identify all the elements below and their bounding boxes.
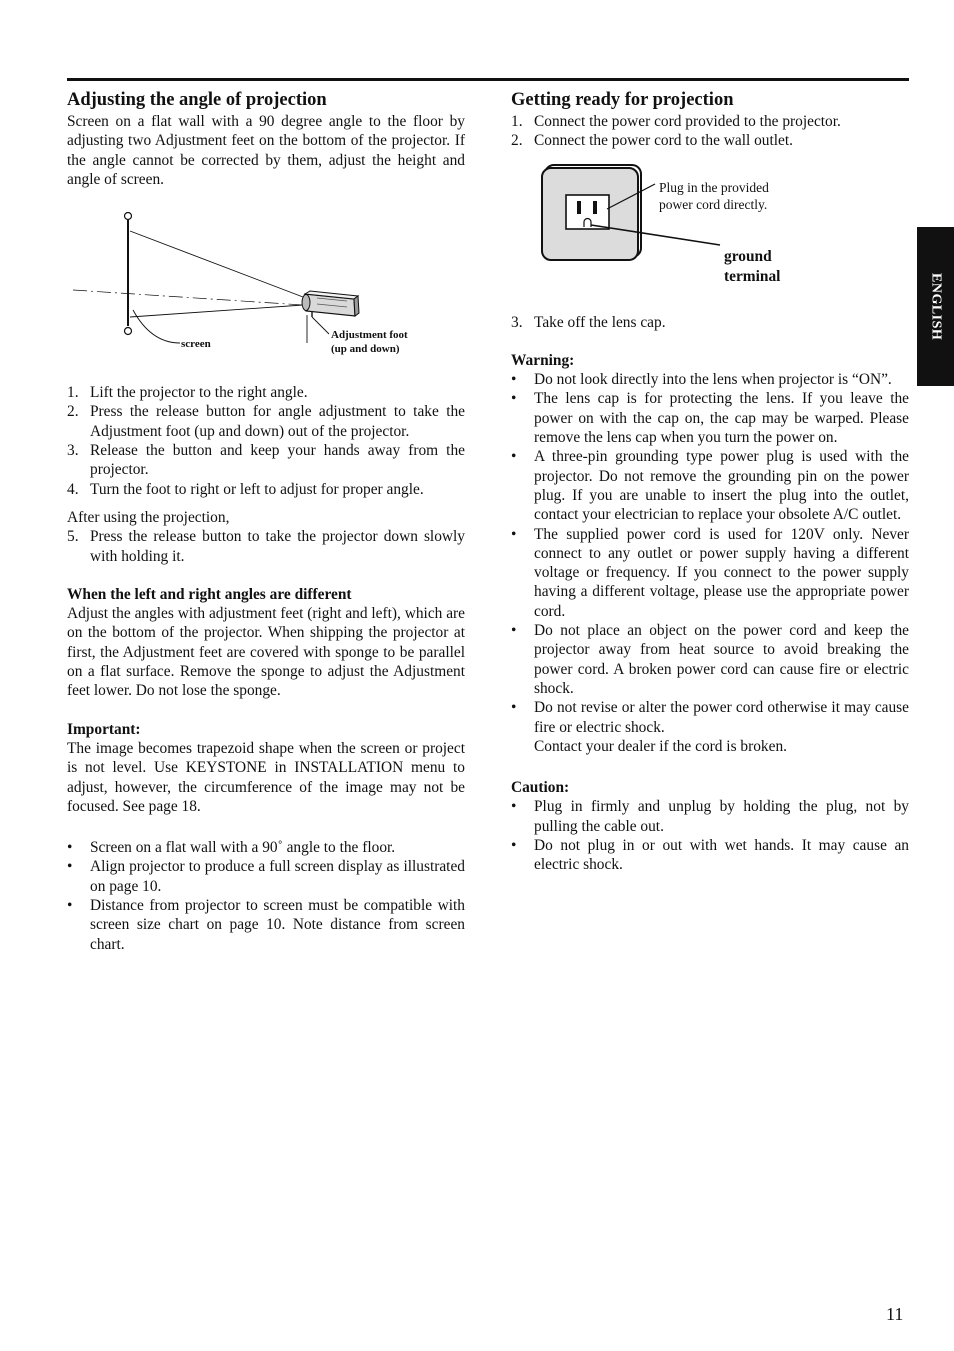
- bullet-mark: •: [67, 897, 73, 915]
- intro-paragraph: Screen on a flat wall with a 90 degree angle to the floor by adjusting two Adjustment feet on the bottom of the projector. If the angle cannot be corrected by them, adjust the height and angle of screen.: [67, 113, 465, 188]
- bullet-mark: •: [511, 390, 517, 408]
- language-tab-label: ENGLISH: [928, 272, 944, 341]
- bullet-text: Plug in firmly and unplug by holding the plug, not by pulling the cable out.: [534, 798, 909, 835]
- plug-note-line1: Plug in the provided: [659, 179, 769, 195]
- step-number: 2.: [511, 132, 523, 150]
- angles-paragraph: Adjust the angles with adjustment feet (right and left), which are on the bottom of the projector. When shipping the projector at first, the Adjustment feet are covered with sponge to be parallel on a flat surface. Remove the sponge to adjust the Adjustment feet lower. Do not lose the sponge.: [67, 605, 465, 700]
- language-tab: [917, 227, 954, 386]
- important-paragraph: The image becomes trapezoid shape when the screen or project is not level. Use KEYSTONE in INSTALLATION menu to adjust, however, the circumference of the image may not be focused. See page 18.: [67, 739, 465, 815]
- step-number: 3.: [511, 313, 523, 331]
- list-item: [67, 441, 465, 480]
- step-text: Press the release button for angle adjustment to take the Adjustment foot (up and down) out of the projector.: [90, 403, 465, 440]
- bullet-text: Screen on a flat wall with a 90˚ angle to the floor.: [90, 839, 396, 857]
- step-number: 5.: [67, 528, 79, 546]
- after-use-label: After using the projection,: [67, 508, 230, 526]
- caution-list: [511, 797, 909, 874]
- list-item: [511, 389, 909, 447]
- ready-steps-list: [511, 112, 909, 151]
- outlet-socket: [566, 195, 609, 229]
- bullet-text: The lens cap is for protecting the lens. If you leave the power on with the cap on, the cap may be warped. Please remove the lens cap when you turn the power on.: [534, 390, 909, 447]
- foot-label-line2: (up and down): [331, 343, 400, 356]
- list-item: [67, 383, 465, 402]
- step-text: Press the release button to take the projector down slowly with holding it.: [90, 528, 465, 565]
- projection-ray-bottom: [130, 305, 303, 317]
- bullet-text: The supplied power cord is used for 120V only. Never connect to any outlet or power supply having a different voltage or frequency. If you connect to the power supply having a different voltage, please use the appropriate power cord.: [534, 525, 909, 620]
- bullet-text: A three-pin grounding type power plug is used with the projector. Do not remove the grounding pin on the power plug. If you are unable to insert the plug into the outlet, contact your electrician to replace your obsolete A/C outlet.: [534, 448, 909, 524]
- list-item: [67, 896, 465, 954]
- screen-bottom-mark: [125, 328, 132, 335]
- bullet-mark: •: [67, 858, 73, 876]
- list-item: [511, 112, 909, 131]
- step-number: 2.: [67, 403, 79, 421]
- warning-contact-note: Contact your dealer if the cord is broken.: [534, 737, 788, 755]
- list-item: [511, 836, 909, 875]
- warning-list: [511, 370, 909, 756]
- projection-angle-diagram: [67, 193, 465, 383]
- bullet-mark: •: [511, 798, 517, 816]
- foot-label-line1: Adjustment foot: [331, 329, 408, 342]
- step-number: 1.: [67, 384, 79, 402]
- list-item: [511, 370, 909, 389]
- list-item: [67, 857, 465, 896]
- list-item: [511, 131, 909, 150]
- bullet-text: Do not look directly into the lens when projector is “ON”.: [534, 371, 892, 389]
- list-item: [67, 402, 465, 441]
- ground-label-line1: ground: [724, 247, 772, 265]
- bullet-mark: •: [511, 837, 517, 855]
- adjust-steps-list: [67, 383, 465, 499]
- lens-cap-step: [511, 313, 909, 332]
- list-item: [511, 797, 909, 836]
- bullet-mark: •: [67, 839, 73, 857]
- step-number: 1.: [511, 113, 523, 130]
- outlet-slot-right: [593, 201, 597, 214]
- plug-note: [659, 179, 769, 214]
- step-text: Lift the projector to the right angle.: [90, 384, 308, 402]
- bullet-mark: •: [511, 622, 517, 640]
- foot-leader-diagonal: [312, 317, 329, 334]
- list-item: [67, 838, 465, 857]
- bullet-text: Distance from projector to screen must be compatible with screen size chart on page 10. Note distance from screen chart.: [90, 897, 465, 953]
- caution-subheading: Caution:: [511, 779, 570, 797]
- projection-ray-top: [130, 231, 303, 297]
- step-number: 3.: [67, 442, 79, 460]
- list-item: [67, 527, 465, 566]
- ground-label-line2: terminal: [724, 267, 781, 285]
- list-item: [511, 447, 909, 524]
- screen-top-mark: [125, 213, 132, 220]
- bullet-mark: •: [511, 371, 517, 389]
- right-column: [511, 88, 909, 875]
- placement-bullets: [67, 838, 465, 954]
- step-text: Connect the power cord to the wall outlet.: [534, 132, 794, 150]
- outlet-slot-left: [577, 201, 581, 214]
- screen-label: screen: [181, 338, 211, 351]
- angles-subheading: When the left and right angles are different: [67, 585, 352, 603]
- bullet-mark: •: [511, 448, 517, 466]
- section-heading-angle: Adjusting the angle of projection: [67, 90, 327, 110]
- list-item: [67, 480, 465, 499]
- step-text: Release the button and keep your hands away from the projector.: [90, 442, 465, 479]
- bullet-mark: •: [511, 525, 517, 543]
- down-steps-list: [67, 527, 465, 566]
- list-item: [511, 525, 909, 621]
- step-number: 4.: [67, 480, 79, 498]
- step-text: Connect the power cord provided to the projector.: [534, 113, 841, 130]
- bullet-mark: •: [511, 699, 517, 717]
- list-item: [511, 698, 909, 756]
- page-number: 11: [886, 1304, 904, 1324]
- bullet-text: Do not place an object on the power cord and keep the projector away from heat source to avoid breaking the power cord. A broken power cord can cause fire or electric shock.: [534, 622, 909, 697]
- section-heading-ready: Getting ready for projection: [511, 90, 734, 110]
- bullet-text: Align projector to produce a full screen display as illustrated on page 10.: [90, 858, 465, 895]
- bullet-text: Do not plug in or out with wet hands. It may cause an electric shock.: [534, 837, 909, 874]
- important-subheading: Important:: [67, 720, 141, 738]
- step-text: Take off the lens cap.: [534, 313, 666, 331]
- outlet-figure: [511, 163, 909, 313]
- step-text: Turn the foot to right or left to adjust for proper angle.: [90, 480, 424, 498]
- plug-note-line2: power cord directly.: [659, 197, 768, 213]
- list-item: [511, 621, 909, 698]
- list-item: [511, 313, 909, 332]
- ground-terminal-label: [724, 247, 780, 287]
- projector-illustration: [302, 291, 359, 317]
- horizontal-axis-line: [73, 290, 303, 305]
- top-rule: [67, 78, 909, 81]
- projection-angle-figure: [67, 193, 465, 383]
- left-column: [67, 88, 465, 954]
- bullet-text: Do not revise or alter the power cord otherwise it may cause fire or electric shock.: [534, 699, 909, 736]
- warning-subheading: Warning:: [511, 351, 575, 369]
